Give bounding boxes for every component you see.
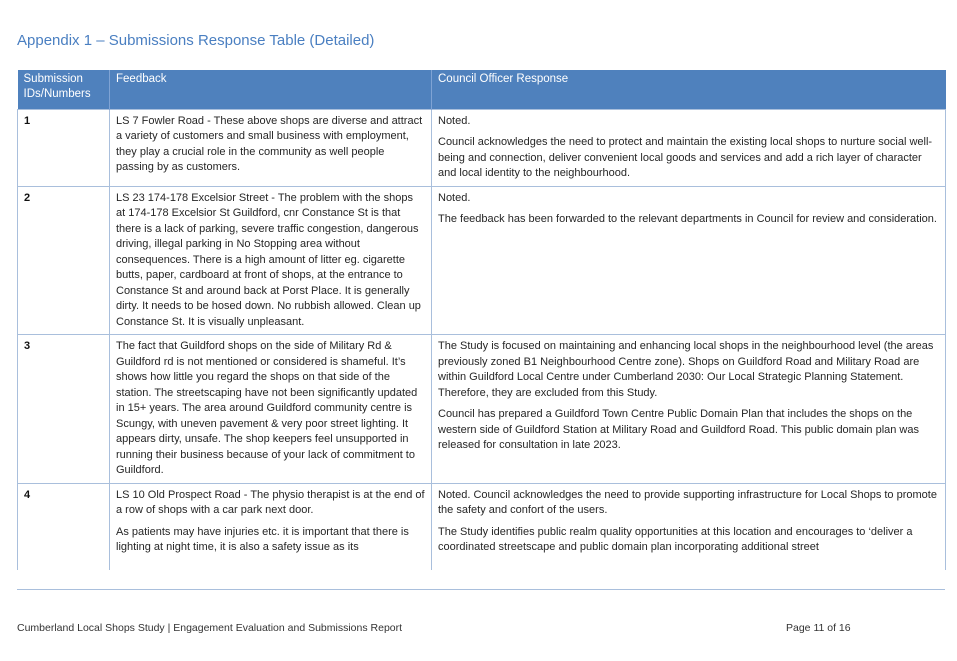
table-row [18, 483, 946, 570]
page-title: Appendix 1 – Submissions Response Table (Detailed) [17, 32, 375, 49]
response-paragraph: Noted. [438, 191, 471, 204]
feedback-paragraph: As patients may have injuries etc. it is important that there is lighting at night time, it is also a safety issue as its [116, 525, 409, 553]
submission-id-cell: 3 [18, 335, 110, 484]
feedback-paragraph: LS 7 Fowler Road - These above shops are diverse and attract a variety of customers and small business with employment, they play a crucial role in the community as well people passing by as customers. [116, 114, 423, 173]
feedback-cell-clip [116, 488, 425, 566]
submissions-response-table [17, 70, 946, 570]
footer-report-title: Cumberland Local Shops Study | Engagement Evaluation and Submissions Report [17, 622, 403, 634]
feedback-paragraph: LS 10 Old Prospect Road - The physio therapist is at the end of a row of shops with a car park next door. [116, 488, 425, 516]
response-paragraph: Council acknowledges the need to protect and maintain the existing local shops to nurture social well-being and connection, deliver convenient local goods and services and add a rich layer of character and local identity to the neighbourhood. [438, 136, 933, 179]
column-header-submission-ids: Submission IDs/Numbers [18, 70, 110, 109]
response-cell [432, 186, 946, 335]
feedback-cell [110, 109, 432, 186]
response-cell [432, 335, 946, 484]
feedback-cell [110, 483, 432, 570]
table-row [18, 335, 946, 484]
table-bottom-border [17, 589, 945, 590]
feedback-cell [110, 335, 432, 484]
response-paragraph: Noted. [438, 114, 471, 127]
response-paragraph: The Study is focused on maintaining and enhancing local shops in the neighbourhood level (the areas previously zoned B1 Neighbourhood Centre zone). Shops on Guildford Road and Military Road are within Guildford Local Centre under Cumberland 2030: Our Local Strategic Planning Statement. Therefore, they are excluded from this Study. [438, 340, 934, 399]
footer-page-number: Page 11 of 16 [786, 622, 851, 634]
response-paragraph: Noted. Council acknowledges the need to provide supporting infrastructure for Local Shops to promote the safety and confort of the users. [438, 488, 937, 516]
response-paragraph: The feedback has been forwarded to the relevant departments in Council for review and consideration. [438, 213, 937, 225]
response-cell [432, 483, 946, 570]
submission-id-cell: 2 [18, 186, 110, 335]
response-cell [432, 109, 946, 186]
feedback-paragraph: The fact that Guildford shops on the side of Military Rd & Guildford rd is not mentioned or considered is shameful. It’s shows how little you regard the shops on that side of the station. The streetscaping have not been significantly updated in 15+ years. The area around Guildford community centre is Scungy, with uneven pavement & very poor street lighting. It appears dirty, unsafe. The shop keepers feel unsupported in running their business because of your lack of commitment to Guildford. [116, 340, 418, 476]
feedback-paragraph: LS 23 174-178 Excelsior Street - The problem with the shops at 174-178 Excelsior St Guildford, cnr Constance St is that there is a lack of parking, severe traffic congestion, dangerous driving, illegal parking in No Stopping area without consequences. There is a high amount of litter eg. cigarette butts, paper, cardboard at front of shops, at the entrance to Constance St and around back at Porst Place. It is generally dirty. It needs to be hosed down. No rubbish allowed. Clean up Constance St. It is visually unpleasant. [116, 191, 421, 328]
table-row [18, 109, 946, 186]
response-paragraph: The Study identifies public realm quality opportunities at this location and encourages to ‘deliver a coordinated streetscape and public domain plan incorporating additional street [438, 525, 913, 553]
column-header-council-response: Council Officer Response [432, 70, 946, 109]
submission-id-cell: 1 [18, 109, 110, 186]
feedback-cell [110, 186, 432, 335]
submission-id-cell: 4 [18, 483, 110, 570]
response-cell-clip [438, 488, 939, 566]
table-header-row [18, 70, 946, 109]
response-paragraph: Council has prepared a Guildford Town Centre Public Domain Plan that includes the shops on the western side of Guildford Station at Military Road and Guildford Road. This public domain plan was released for consultation in late 2023. [438, 408, 919, 451]
table-row [18, 186, 946, 335]
column-header-feedback: Feedback [110, 70, 432, 109]
